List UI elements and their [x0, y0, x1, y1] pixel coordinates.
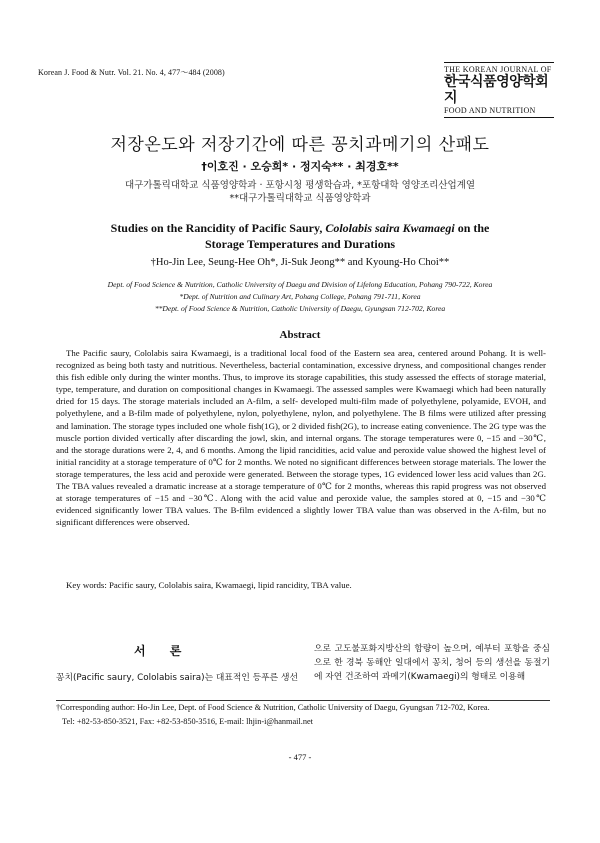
footnote-contact: Tel: +82-53-850-3521, Fax: +82-53-850-3516, E-mail: lhjin-i@hanmail.net: [62, 717, 313, 726]
abstract-heading: Abstract: [279, 329, 321, 341]
english-affiliation-2: *Dept. of Nutrition and Culinary Art, Pohang College, Pohang 791-711, Korea: [179, 292, 421, 301]
journal-masthead: [444, 62, 554, 118]
keywords: Key words: Pacific saury, Cololabis saira, Kwamaegi, lipid rancidity, TBA value.: [66, 580, 352, 590]
english-title-line-1: Studies on the Rancidity of Pacific Saury, Cololabis saira Kwamaegi on the: [110, 221, 490, 235]
english-affiliation-3: **Dept. of Food Science & Nutrition, Catholic University of Daegu, Gyungsan 712-702, Korea: [154, 304, 446, 313]
intro-left-column: 꽁치(Pacific saury, Cololabis saira)는 대표적인 등푸른 생선: [56, 673, 298, 683]
journal-reference: Korean J. Food & Nutr. Vol. 21. No. 4, 477～484 (2008): [38, 68, 225, 77]
abstract-body: The Pacific saury, Cololabis saira Kwamaegi, is a traditional local food of the Eastern sea area, centered around Pohang. It is well-recognized as being both tasty and nutritious. Nevertheless, bacterial contamination, excessive dryness, and compositional changes render this fish edible only during the winter months. Thus, to improve its storage capabilities, this study assessed the effects of storage material, type, temperature, and duration on compositional changes in Kwamaegi. The assessed samples were Kwamaegi which had been naturally dried for 15 days. The storage materials included an A-film, a self- developed multi-film made of polyethylene, polyamide, EVOH, and polyethylene, and a B-film made of polyethylene, nylon, polyethylene, nylon, and polyethylene. The B films were utilized after pressing and lamination. The storage types included one whole fish(1G), or 2 divided fish(2G), to increase eating convenience. The 2G type was the muscle portion divided vertically after discarding the jowl, skin, and internal organs. The storage temperatures were 0, −15 and −30℃, and the storage durations were 2, 4, and 6 months. Among the lipid rancidities, acid value and peroxide value showed the highest level of initial rancidity at a storage temperature of 0℃ for 2 months. We noted no significant differences between storage materials. The lower the storage temperatures, the less acid and peroxide were generated. Between the storage types, 1G evidenced lower less acid values than 2G. The TBA values revealed a dramatic increase at a storage temperature of 0℃ for 2 months, whereas this rapid progress was not observed at storage temperatures of −15 and −30℃. Along with the acid value and peroxide value, the samples stored at 0, −15 and −30℃ evidenced significantly lower TBA values. The B-film evidenced a slightly lower TBA value than was observed in the A-film, but no significant differences were observed.: [56, 348, 546, 528]
korean-title: 저장온도와 저장기간에 따른 꽁치과메기의 산패도: [110, 135, 490, 155]
english-authors: †Ho-Jin Lee, Seung-Hee Oh*, Ji-Suk Jeong** and Kyoung-Ho Choi**: [150, 257, 450, 268]
masthead-korean: 한국식품영양학회지: [444, 74, 549, 106]
intro-right-column: 으로 고도불포화지방산의 함량이 높으며, 예부터 포항을 중심으로 한 경북 동해안 일대에서 꽁치, 청어 등의 생선을 동절기에 자연 건조하여 과메기(Kwamaegi)의 형태로 이용해: [314, 644, 550, 682]
footnote-corresponding-author: †Corresponding author: Ho-Jin Lee, Dept. of Food Science & Nutrition, Catholic University of Daegu, Gyungsan 712-702, Korea.: [56, 703, 490, 712]
english-affiliation-1: Dept. of Food Science & Nutrition, Catholic University of Daegu and Division of Lifelong Education, Pohang 790-722, Korea: [107, 280, 493, 289]
footnote-divider: [56, 700, 550, 701]
english-title-line-2: Storage Temperatures and Durations: [204, 237, 396, 251]
masthead-english-top: THE KOREAN JOURNAL OF: [444, 62, 554, 74]
masthead-english-bottom: FOOD AND NUTRITION: [444, 106, 554, 118]
section-heading-introduction: 서 론: [134, 644, 192, 658]
page-number: - 477 -: [288, 752, 312, 762]
korean-authors: †이호진 · 오승희* · 정지숙** · 최경호**: [201, 160, 399, 173]
korean-affiliation-1: 대구가톨릭대학교 식품영양학과 · 포항시청 평생학습과, *포항대학 영양조리산업계열: [124, 180, 476, 191]
korean-affiliation-2: **대구가톨릭대학교 식품영양학과: [229, 193, 371, 204]
